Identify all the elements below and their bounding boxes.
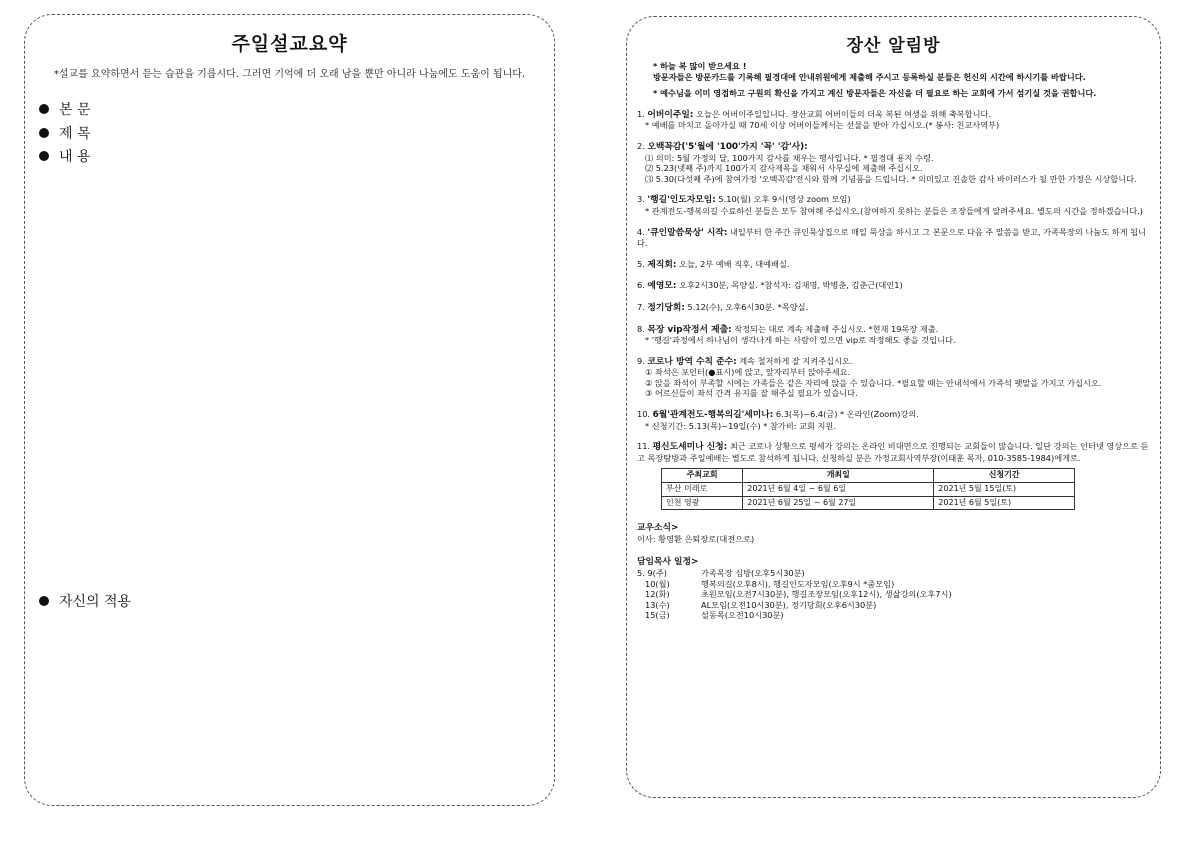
- item-heading: 예영모:: [647, 281, 677, 292]
- table-row: [662, 496, 1075, 510]
- item-text: 6.3(목)~6.4(금) * 온라인(Zoom)강의.: [775, 409, 919, 420]
- announcement-item: [637, 280, 1152, 292]
- announcement-item: [637, 441, 1152, 510]
- notice-greeting: * 하늘 복 많이 받으세요 !: [653, 61, 747, 71]
- item-subtext: * 신청기간: 5.13(목)~19일(수) * 참가비: 교회 지원.: [645, 420, 836, 431]
- item-heading: 어버이주일:: [647, 109, 694, 120]
- bullet-dot-icon: [39, 596, 49, 606]
- item-text: 오후2시30분, 목양실. *참석자: 김재명, 박병춘, 김춘근(대인1): [679, 280, 903, 291]
- item-subtext: ⑵ 5.23(넷째 주)까지 100가지 감사제목을 채워서 사무실에 제출해 주십시오.: [645, 163, 923, 174]
- schedule-day: 13(수): [645, 599, 670, 610]
- announcement-item: [637, 302, 1152, 314]
- item-text: 최근 코로나 상황으로 평세가 강의는 온라인 비대면으로 진행되는 교회들이 많습니다. 일단 강의는 인터넷 영상으로 듣고 목장탐방과 주일예배는 별도로 참석하게 됩니다. 신청하실 분은 가정교회사역부장(이태훈 목자, 010-3585-1984)에게로.: [637, 441, 1149, 463]
- item-number: 9.: [637, 355, 645, 366]
- table-header: 신청기간: [934, 469, 1075, 483]
- item-heading: 목장 vip작정서 제출:: [647, 324, 732, 335]
- schedule-row: [637, 610, 1152, 621]
- item-number: 1.: [637, 108, 645, 119]
- bullet-passage: [39, 99, 91, 119]
- schedule-desc: 가족목장 심방(오후5시30분): [701, 568, 805, 578]
- table-header-row: [662, 469, 1075, 483]
- item-subtext: * 관계전도-행복의길 수료하신 분들은 모두 참여해 주십시오.(참여하지 못하는 분들은 조장들에게 알려주세요. 별도의 시간을 정하겠습니다.): [645, 205, 1143, 216]
- item-text: 내일부터 한 주간 큐인묵상집으로 매일 묵상을 하시고 그 본문으로 다음 주 말씀을 받고, 가족목장의 나눔도 하게 됩니다.: [637, 226, 1146, 249]
- announcement-item: [637, 109, 1152, 131]
- table-cell: 2021년 5월 15일(토): [934, 483, 1075, 497]
- schedule-section: [637, 556, 1152, 621]
- item-subtext: ③ 어르신들이 좌석 간격 유지를 잘 해주실 필요가 있습니다.: [645, 388, 858, 399]
- bullet-passage-label: 본 문: [59, 102, 91, 118]
- item-subtext: ⑴ 의미: 5월 가정의 달, 100가지 감사를 채우는 행사입니다. * 필경대 용지 수령.: [645, 152, 934, 163]
- item-number: 11.: [637, 441, 651, 452]
- item-subtext: ② 앉을 좌석이 부족할 시에는 가족들은 같은 자리에 앉을 수 있습니다. *필요할 때는 안내석에서 가족석 팻말을 가지고 가십시오.: [645, 377, 1102, 388]
- schedule-row: [637, 600, 1152, 611]
- item-number: 2.: [637, 140, 645, 151]
- news-text: 이사: 황영환 은퇴장로(대전으로): [637, 533, 755, 544]
- announcement-item: [637, 409, 1152, 431]
- item-subtext: * '행길'과정에서 하나님이 생각나게 하는 사람이 있으면 vip로 작정해도 좋을 것입니다.: [645, 335, 956, 346]
- announcements-panel: [626, 16, 1161, 798]
- table-header: 주최교회: [662, 469, 743, 483]
- item-subtext: ① 좌석은 포인터(●표시)에 앉고, 앞자리부터 앉아주세요.: [645, 367, 851, 378]
- item-number: 4.: [637, 226, 645, 237]
- table-cell: 2021년 6월 4일 ~ 6월 6일: [743, 483, 934, 497]
- sermon-summary-panel: [24, 14, 555, 806]
- item-text: 오늘은 어버이주일입니다. 장산교회 어버이들의 더욱 복된 여생을 위해 축복합니다.: [696, 108, 991, 119]
- item-subtext: * 예배를 마치고 돌아가실 때 70세 이상 어버이들께서는 선물을 받아 가십시오.(* 봉사: 친교사역부): [645, 120, 1000, 131]
- item-heading: 평신도세미나 신청:: [652, 442, 728, 453]
- schedule-desc: 행복의길(오후8시), 행길인도자모임(오후9시 *줌모임): [701, 578, 895, 589]
- announcement-item: [637, 194, 1152, 216]
- schedule-row: [637, 579, 1152, 590]
- announcements-title: 장산 알림방: [846, 36, 941, 56]
- schedule-day: 5. 9(주): [637, 568, 667, 578]
- bullet-application: [39, 591, 131, 611]
- table-cell: 부산 미래로: [662, 483, 743, 497]
- bullet-dot-icon: [39, 151, 49, 161]
- bullet-application-label: 자신의 적용: [59, 594, 132, 610]
- item-heading: '큐인말씀묵상' 시작:: [647, 227, 728, 238]
- table-row: [662, 483, 1075, 497]
- table-cell: 2021년 6월 25일 ~ 6월 27일: [743, 496, 934, 510]
- item-heading: 제직회:: [647, 259, 677, 270]
- notice-believers: * 예수님을 이미 영접하고 구원의 확신을 가지고 계신 방문자들은 자신을 더 필요로 하는 교회에 가서 섬기실 것을 권합니다.: [653, 88, 1097, 99]
- schedule-row: [637, 589, 1152, 600]
- item-number: 5.: [637, 258, 645, 269]
- item-number: 3.: [637, 194, 645, 205]
- notice-block: [637, 61, 1152, 99]
- sermon-summary-title: 주일설교요약: [231, 33, 348, 55]
- bullet-title: [39, 123, 91, 143]
- item-heading: 정기당회:: [647, 302, 685, 313]
- item-number: 8.: [637, 323, 645, 334]
- item-heading: 코로나 방역 수칙 준수:: [647, 356, 737, 367]
- table-header: 개최일: [743, 469, 934, 483]
- bullet-content: [39, 146, 91, 166]
- schedule-day: 12(화): [645, 589, 670, 600]
- bullet-content-label: 내 용: [59, 149, 91, 165]
- sermon-summary-subtitle: *설교를 요약하면서 듣는 습관을 기릅시다. 그러면 기억에 더 오래 남을 뿐만 아니라 나눔에도 도움이 됩니다.: [53, 69, 526, 80]
- item-number: 6.: [637, 280, 645, 291]
- table-cell: 인천 영광: [662, 496, 743, 510]
- item-heading: '행길'인도자모임:: [647, 195, 716, 206]
- item-heading: 오백꼭감('5'월에 '100'가지 '꼭' '감'사):: [647, 141, 808, 152]
- item-text: 오늘, 2부 예배 직후, 대예배실.: [679, 258, 790, 269]
- announcement-item: [637, 356, 1152, 399]
- item-number: 7.: [637, 301, 645, 312]
- announcement-item: [637, 259, 1152, 271]
- seminar-table: [661, 468, 1075, 510]
- bullet-dot-icon: [39, 128, 49, 138]
- notice-visitors: 방문자들은 방문카드를 기록해 필경대에 안내위원에게 제출해 주시고 등록하실 분들은 헌신의 시간에 하시기를 바랍니다.: [653, 71, 1086, 82]
- item-text: 작정되는 대로 계속 제출해 주십시오. *현재 19목장 제출.: [734, 323, 939, 334]
- schedule-day: 15(금): [645, 610, 670, 621]
- item-number: 10.: [637, 409, 651, 420]
- schedule-desc: AL모임(오전10시30분), 정기당회(오후6시30분): [701, 599, 877, 610]
- announcements-content: [637, 61, 1152, 621]
- item-heading: 6월'관계전도-행복의길'세미나:: [652, 410, 774, 421]
- schedule-row: [637, 568, 1152, 579]
- schedule-desc: 설동목(오전10시30분): [701, 610, 784, 621]
- announcement-item: [637, 324, 1152, 346]
- announcement-item: [637, 141, 1152, 184]
- bullet-title-label: 제 목: [59, 126, 91, 142]
- schedule-day: 10(월): [645, 578, 670, 589]
- item-text: 5.12(수), 오후6시30분. *목양실.: [687, 301, 809, 312]
- announcement-item: [637, 227, 1152, 249]
- schedule-title: 담임목사 일정>: [637, 557, 699, 568]
- news-section: [637, 522, 1152, 544]
- bullet-dot-icon: [39, 104, 49, 114]
- item-subtext: ⑶ 5.30(다섯째 주)에 참여가정 '오백꼭감'전시와 함께 기념품을 드립니다. * 의미있고 진솔한 감사 바이러스가 될 만한 가정은 시상합니다.: [645, 173, 1137, 184]
- item-text: 계속 철저하게 잘 지켜주십시오.: [739, 355, 853, 366]
- table-cell: 2021년 6월 5일(토): [934, 496, 1075, 510]
- item-text: 5.10(월) 오후 9시(영상 zoom 모임): [718, 194, 851, 205]
- schedule-desc: 초원모임(오전7시30분), 행길조장모임(오후12시), 생삶강의(오후7시): [701, 589, 952, 600]
- news-title: 교우소식>: [637, 523, 679, 534]
